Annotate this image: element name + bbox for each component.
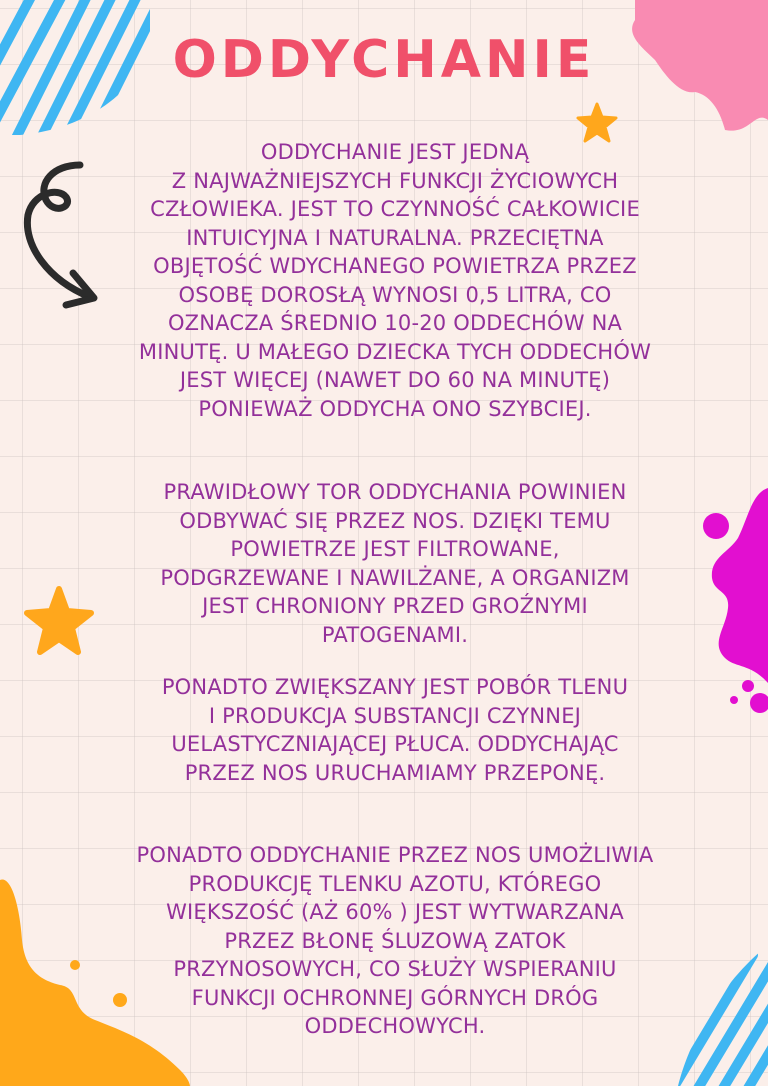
paragraph-nitric-oxide: PONADTO ODDYCHANIE PRZEZ NOS UMOŻLIWIA PRODUKCJĘ TLENKU AZOTU, KTÓREGO WIĘKSZOŚĆ (AŻ 60% ) JEST WYTWARZANA PRZEZ BŁONĘ ŚLUZOWĄ ZATOK PRZYNOSOWYCH, CO SŁUŻY WSPIERANIU FUNKCJI OCHRONNEJ GÓRNYCH DRÓG ODDECHOWYCH. <box>136 843 654 1038</box>
page-title: ODDYCHANIE <box>172 30 596 90</box>
paragraph-intro: ODDYCHANIE JEST JEDNĄ Z NAJWAŻNIEJSZYCH FUNKCJI ŻYCIOWYCH CZŁOWIEKA. JEST TO CZYNNOŚĆ CAŁKOWICIE INTUICYJNA I NATURALNA. PRZECIĘTNA OBJĘTOŚĆ WDYCHANEGO POWIETRZA PRZEZ OSOBĘ DOROSŁĄ WYNOSI 0,5 LITRA, CO OZNACZA ŚREDNIO 10-20 ODDECHÓW NA MINUTĘ. U MAŁEGO DZIECKA TYCH ODDECHÓW JEST WIĘCEJ (NAWET DO 60 NA MINUTĘ) PONIEWAŻ ODDYCHA ONO SZYBCIEJ. <box>138 140 652 421</box>
paragraph-nose-breathing: PRAWIDŁOWY TOR ODDYCHANIA POWINIEN ODBYWAĆ SIĘ PRZEZ NOS. DZIĘKI TEMU POWIETRZE JEST FILTROWANE, PODGRZEWANE I NAWILŻANE, A ORGANIZM JEST CHRONIONY PRZED GROŹNYMI PATOGENAMI. <box>160 480 630 647</box>
magenta-splash-icon <box>690 478 768 718</box>
star-icon <box>20 583 98 661</box>
paragraph-oxygen: PONADTO ZWIĘKSZANY JEST POBÓR TLENU I PRODUKCJA SUBSTANCJI CZYNNEJ UELASTYCZNIAJĄCEJ PŁUCA. ODDYCHAJĄC PRZEZ NOS URUCHAMIAMY PRZEPONĘ. <box>161 675 629 785</box>
